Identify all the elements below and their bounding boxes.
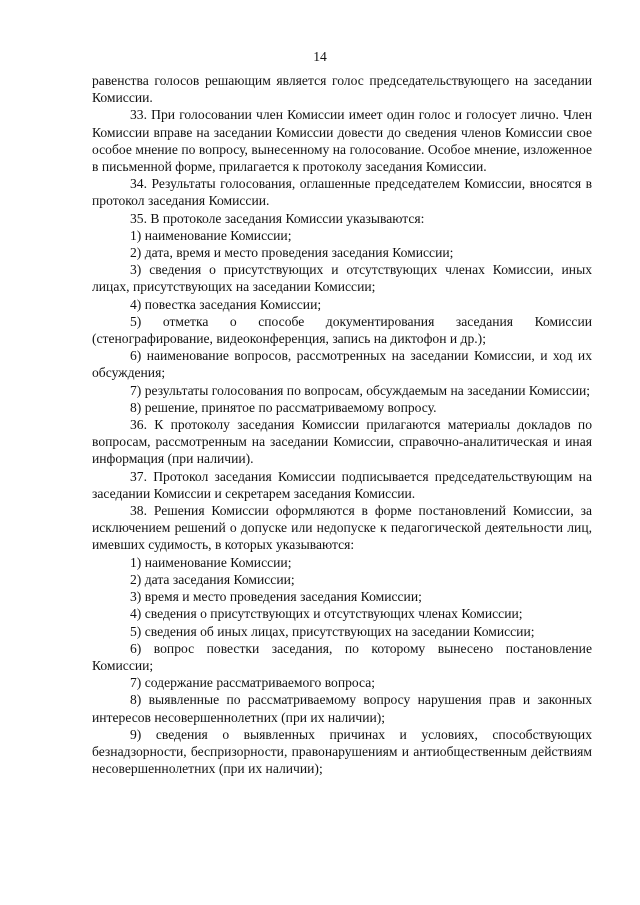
list-item-35-3: 3) сведения о присутствующих и отсутствующих членах Комиссии, иных лицах, присутствующих на заседании Комиссии;	[92, 262, 592, 295]
paragraph-35: 35. В протоколе заседания Комиссии указываются:	[130, 210, 425, 226]
paragraph-38: 38. Решения Комиссии оформляются в форме постановлений Комиссии, за исключением решений о допуске или недопуске к педагогической деятельности лиц, имевших судимость, в которых указываются:	[92, 503, 592, 553]
list-item-38-2: 2) дата заседания Комиссии;	[130, 571, 295, 587]
paragraph-34: 34. Результаты голосования, оглашенные председателем Комиссии, вносятся в протокол заседания Комиссии.	[92, 176, 592, 209]
paragraph-continuation: равенства голосов решающим является голос председательствующего на заседании Комиссии.	[92, 73, 592, 106]
list-item-38-9: 9) сведения о выявленных причинах и условиях, способствующих безнадзорности, беспризорности, правонарушениям и антиобщественным действиям несовершеннолетних (при их наличии);	[92, 726, 592, 777]
list-item-38-4: 4) сведения о присутствующих и отсутствующих членах Комиссии;	[130, 606, 523, 622]
list-item-35-1: 1) наименование Комиссии;	[130, 227, 292, 243]
list-item-38-3: 3) время и место проведения заседания Комиссии;	[130, 589, 422, 605]
paragraph-33: 33. При голосовании член Комиссии имеет один голос и голосует лично. Член Комиссии вправе на заседании Комиссии довести до сведения членов Комиссии свое особое мнение по вопросу, вынесенному на голосование. Особое мнение, изложенное в письменной форме, прилагается к протоколу заседания Комиссии.	[92, 107, 592, 175]
list-item-35-7: 7) результаты голосования по вопросам, обсуждаемым на заседании Комиссии;	[130, 382, 591, 398]
list-item-35-5: 5) отметка о способе документирования заседания Комиссии (стенографирование, видеоконференция, запись на диктофон и др.);	[92, 313, 592, 347]
list-item-35-2: 2) дата, время и место проведения заседания Комиссии;	[130, 245, 454, 261]
list-item-35-4: 4) повестка заседания Комиссии;	[130, 296, 322, 312]
list-item-38-1: 1) наименование Комиссии;	[130, 554, 292, 570]
list-item-38-5: 5) сведения об иных лицах, присутствующих на заседании Комиссии;	[130, 623, 535, 639]
paragraph-36: 36. К протоколу заседания Комиссии прилагаются материалы докладов по вопросам, рассмотренным на заседании Комиссии, справочно-аналитическая и иная информация (при наличии).	[92, 417, 592, 467]
list-item-38-7: 7) содержание рассматриваемого вопроса;	[130, 675, 376, 691]
page-number: 14	[313, 49, 327, 64]
document-body	[92, 72, 592, 777]
paragraph-37: 37. Протокол заседания Комиссии подписывается председательствующим на заседании Комиссии и секретарем заседания Комиссии.	[92, 468, 592, 501]
list-item-38-8: 8) выявленные по рассматриваемому вопросу нарушения прав и законных интересов несовершеннолетних (при их наличии);	[92, 692, 592, 725]
list-item-35-8: 8) решение, принятое по рассматриваемому вопросу.	[130, 399, 437, 415]
list-item-38-6: 6) вопрос повестки заседания, по которому вынесено постановление Комиссии;	[92, 640, 592, 673]
list-item-35-6: 6) наименование вопросов, рассмотренных на заседании Комиссии, и ход их обсуждения;	[92, 348, 592, 381]
